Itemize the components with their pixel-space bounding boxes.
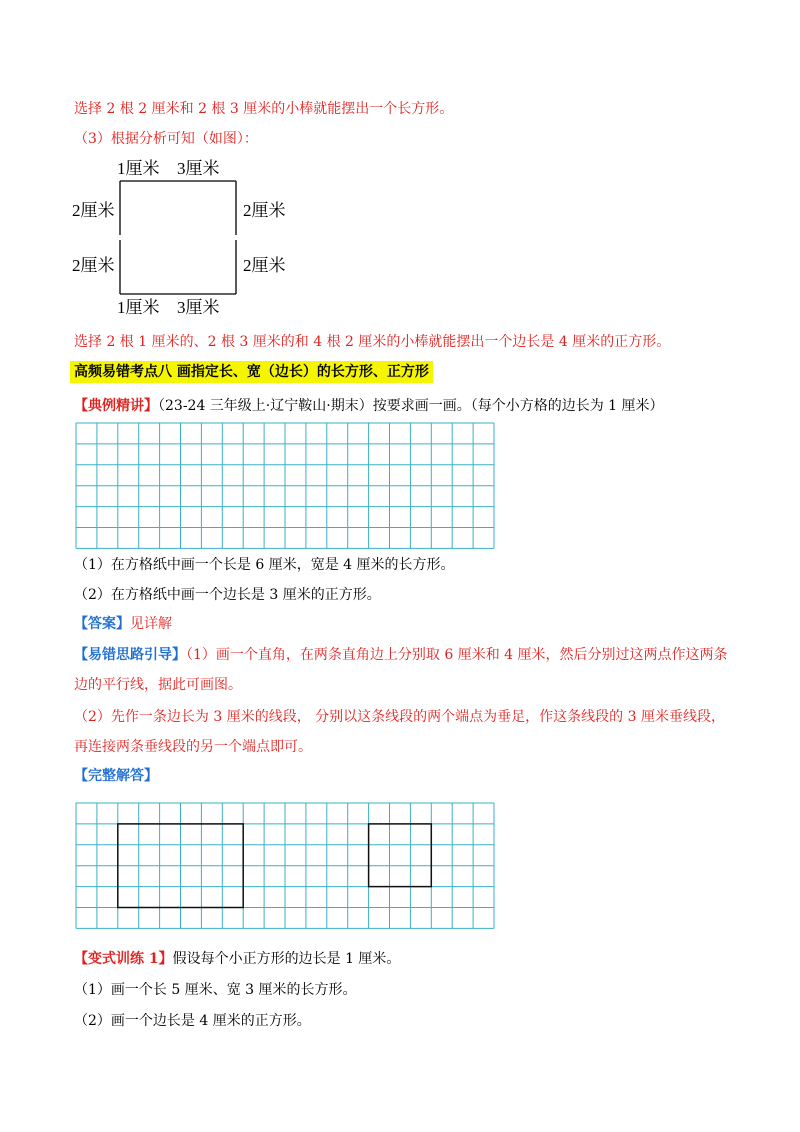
full-solution-tag: 【完整解答】	[74, 768, 158, 784]
label-top-right: 3厘米	[177, 159, 220, 178]
variant-text: 假设每个小正方形的边长是 1 厘米。	[172, 951, 401, 967]
text-line-analysis: （3）根据分析可知（如图）：	[74, 131, 258, 147]
variant-tag: 【变式训练 1】	[74, 951, 173, 967]
label-left-upper: 2厘米	[72, 201, 115, 220]
answer-tag: 【答案】	[74, 616, 130, 632]
guide-tag: 【易错思路引导】	[74, 647, 186, 663]
label-left-lower: 2厘米	[72, 256, 115, 275]
answer-text: 见详解	[130, 616, 172, 632]
guide-text-1a: （1）画一个直角，在两条直角边上分别取 6 厘米和 4 厘米，然后分别过这两点作这两条	[186, 647, 728, 663]
question-2: （2）在方格纸中画一个边长是 3 厘米的正方形。	[74, 587, 381, 603]
text-line-square-choice: 选择 2 根 1 厘米的、2 根 3 厘米的和 4 根 2 厘米的小棒就能摆出一个边长是 4 厘米的正方形。	[74, 334, 671, 350]
label-bottom-left: 1厘米	[117, 298, 160, 317]
label-bottom-right: 3厘米	[177, 298, 220, 317]
guide-text-1b: 边的平行线，据此可画图。	[74, 677, 242, 693]
variant-line	[74, 950, 400, 968]
text-line-rectangle-choice: 选择 2 根 2 厘米和 2 根 3 厘米的小棒就能摆出一个长方形。	[74, 101, 454, 117]
example-text: （23-24 三年级上·辽宁鞍山·期末）按要求画一画。（每个小方格的边长为 1 厘米）	[158, 398, 664, 414]
label-top-left: 1厘米	[117, 159, 160, 178]
answer-square	[369, 824, 432, 887]
guide-text-2b: 再连接两条垂线段的另一个端点即可。	[74, 739, 312, 755]
example-tag: 【典例精讲】	[74, 398, 158, 414]
label-right-lower: 2厘米	[243, 256, 286, 275]
guide-text-2a: （2）先作一条边长为 3 厘米的线段， 分别以这条线段的两个端点为垂足，作这条线段的 3 厘米垂线段，	[74, 709, 725, 725]
section-title: 高频易错考点八 画指定长、宽（边长）的长方形、正方形	[70, 361, 433, 383]
question-1: （1）在方格纸中画一个长是 6 厘米，宽是 4 厘米的长方形。	[74, 557, 455, 573]
label-right-upper: 2厘米	[243, 201, 286, 220]
variant-question-1: （1）画一个长 5 厘米、宽 3 厘米的长方形。	[74, 982, 357, 998]
variant-question-2: （2）画一个边长是 4 厘米的正方形。	[74, 1013, 311, 1029]
